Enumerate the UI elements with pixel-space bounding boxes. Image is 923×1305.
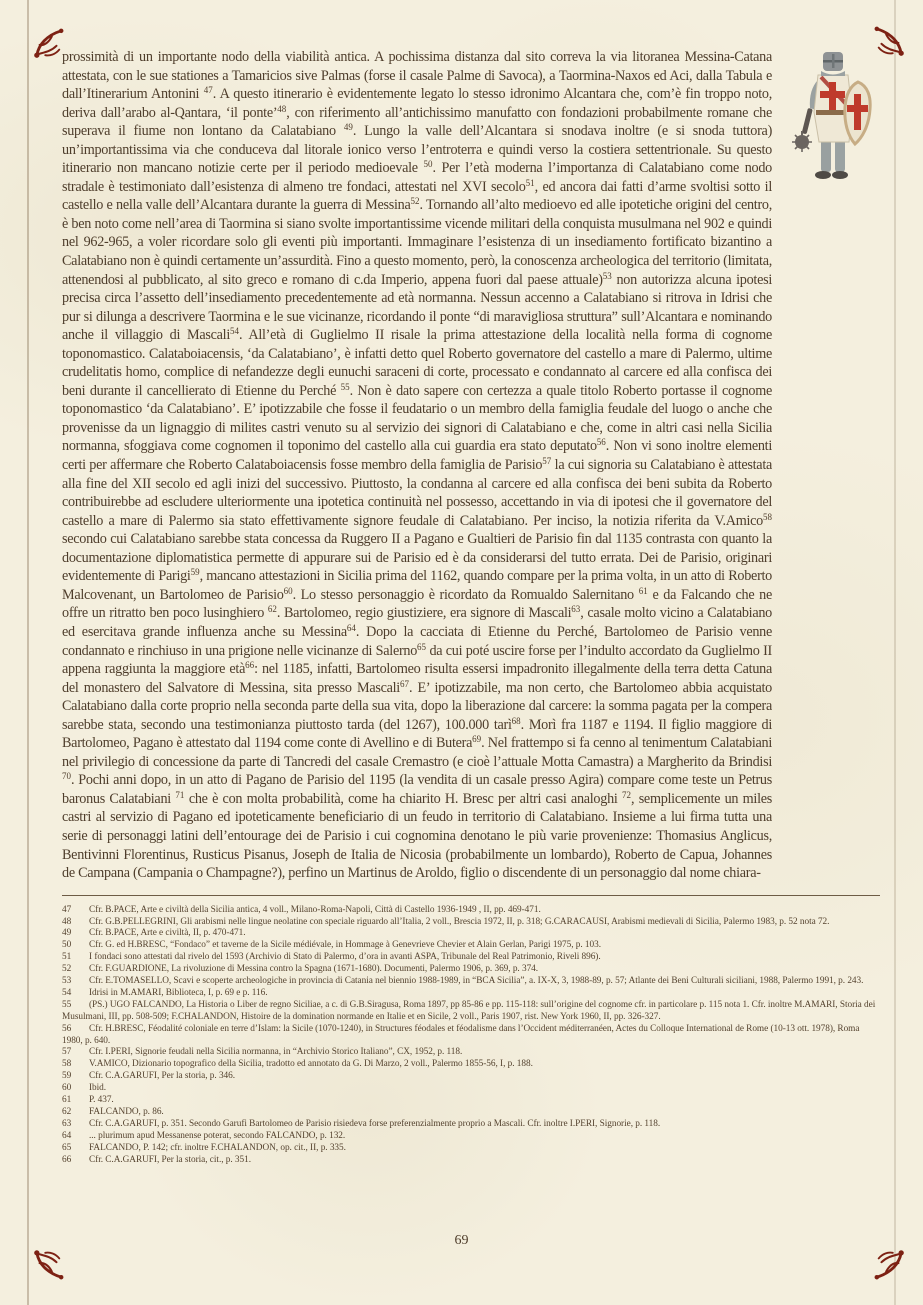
footnote-item: [62, 1119, 880, 1131]
footnote-text: Ibid.: [89, 1083, 107, 1094]
footnote-item: [62, 1059, 880, 1071]
footnote-reference: 53: [602, 270, 612, 281]
footnote-text: Cfr. H.BRESC, Féodalité coloniale en terre d’Islam: la Sicile (1070-1240), in Structures féodales et féodalisme dans l’Occident méditerranéen, Actes du Colloque International de Rome (10-13 ott. 1978), Roma 1980, p. 640.: [62, 1023, 860, 1046]
footnote-text: Cfr. C.A.GARUFI, p. 351. Secondo Garufi Bartolomeo de Parisio risiedeva forse preferenzialmente proprio a Mascali. Cfr. inoltre I.PERI, Signorie, p. 118.: [89, 1118, 661, 1129]
footnote-number: 55: [62, 999, 72, 1010]
footnote-reference: 67: [399, 678, 409, 689]
footnote-text: Cfr. B.PACE, Arte e civiltà della Sicilia antica, 4 voll., Milano-Roma-Napoli, Città di Castello 1936-1949 , II, pp. 469-471.: [89, 904, 541, 915]
footnote-reference: 71: [175, 789, 185, 800]
page-scan-edge-right: [894, 0, 896, 1305]
footnote-number: 57: [62, 1047, 72, 1058]
footnote-reference: 66: [245, 660, 255, 671]
footnote-item: [62, 976, 880, 988]
footnote-text: Cfr. B.PACE, Arte e civiltà, II, p. 470-471.: [89, 928, 246, 939]
footnote-item: [62, 940, 880, 952]
footnote-text: Cfr. G.B.PELLEGRINI, Gli arabismi nelle lingue neolatine con speciale riguardo all’Italia, 2 voll., Brescia 1972, II, p. 318; G.CARACAUSI, Arabismi medievali di Sicilia, Palermo 1983, p. 52 nota 72.: [89, 916, 830, 927]
footnote-text: FALCANDO, p. 86.: [89, 1107, 164, 1118]
footnote-text: (PS.) UGO FALCANDO, La Historia o Liber de regno Siciliae, a c. di G.B.Siragusa, Roma 1897, pp 85-86 e pp. 115-118: sull’origine del cognome cfr. in particolare p. 115 nota 1. Cfr. inoltre M.AMARI, Storia dei Musulmani, III, pp. 508-509; F.CHALANDON, Histoire de la domination normande en Italie et en Sicile, 2 voll., Paris 1907, rist. New York 1960, II, pp. 326-327.: [62, 999, 876, 1022]
footnote-text: FALCANDO, P. 142; cfr. inoltre F.CHALANDON, op. cit., II, p. 335.: [89, 1142, 346, 1153]
footnote-item: [62, 1024, 880, 1048]
footnote-text: ... plurimum apud Messanense poterat, secondo FALCANDO, p. 132.: [89, 1130, 346, 1141]
templar-knight-illustration: [788, 50, 880, 188]
footnote-reference: 54: [229, 326, 239, 337]
footnote-reference: 55: [340, 381, 350, 392]
footnote-reference: 57: [542, 456, 552, 467]
footnote-reference: 62: [267, 604, 277, 615]
body-text: prossimità di un importante nodo della viabilità antica. A pochissima distanza dal sito correva la via litoranea Messina-Catana attestata, con le sue stationes a Tamaricios sive Palmas (forse il casale Palme di Savoca), a Taormina-Naxos ed Aci, dalla Tabula e dall’Itinerarium Antonini $^{47}$. A questo itinerario è evidentemente legato lo stesso idronimo Alcantara che, com’è fin troppo noto, deriva dall’arabo al-Qantara, ‘il ponte’$^{48}$, con riferimento all’antichissimo manufatto con fondazioni probabilmente romane che superava il fiume non lontano da Calatabiano $^{49}$. Lungo la valle dell’Alcantara si snodava inoltre (e si snoda tuttora) un’importantissima via che conduceva dal litorale ionico verso l’entroterra e quindi verso la costiera settentrionale. Su questo itinerario non mancano notizie certe per il periodo medioevale $^{50}$. Per l’età moderna l’importanza di Calatabiano come nodo stradale è testimoniato dall’esistenza di almeno tre fondaci, attestati nel XVI secolo$^{51}$, ed ancora dai fatti d’arme svoltisi sotto il castello e nella valle dell’Alcantara durante la guerra di Messina$^{52}$. Tornando all’alto medioevo ed alle ipotetiche origini del centro, è ben noto come nell’area di Taormina si siano svolte importantissime vicende militari della conquista musulmana nel 902 e quindi nel 962-965, a voler ricordare solo gli eventi più importanti. Immaginare l’esistenza di un insediamento fortificato bizantino a Calatabiano non è quindi certamente un’assurdità. Fino a questo momento, però, la conoscenza archeologica del territorio (limitata, attenendosi al pubblicato, al sito greco e romano di c.da Imperio, appena fuori dal paese attuale)$^{53}$ non autorizza alcuna ipotesi precisa circa l’assetto dell’insediamento precedentemente ad età normanna. Nessun accenno a Calatabiano si ritrova in Idrisi che pur si dilunga a descrivere Taormina e le sue vicinanze, ricordando il ponte “di maravigliosa struttura” sull’Alcantara e nominando anche il villaggio di Mascali$^{54}$. All’età di Guglielmo II risale la prima attestazione della località nella forma di cognome toponomastico. Calataboiacensis, ‘da Calatabiano’, è infatti detto quel Roberto governatore del castello a mare di Palermo, ultime crudelitatis homo, complice di nefandezze degli eunuchi saraceni di corte, processato e condannato al carcere ed alla confisca dei beni durante il cancellierato di Etienne du Perché $^{55}$. Non è dato sapere con certezza a quale titolo Roberto portasse il cognome toponomastico ‘da Calatabiano’. E’ ipotizzabile che fosse il feudatario o un membro della famiglia feudale del luogo o anche che provenisse da un lignaggio di milites castri venuto su al servizio dei signori di Calatabiano e che, come in altri casi nella Sicilia normanna, sfoggiava come cognomen il toponimo del castello alla cui guardia era stato deputato$^{56}$. Non vi sono inoltre elementi certi per affermare che Roberto Calataboiacensis fosse membro della famiglia de Parisio$^{57}$ la cui signoria su Calatabiano è attestata alla fine del XII secolo ed agli inizi del successivo. Piuttosto, la condanna al carcere ed alla confisca dei beni subita da Roberto contribuirebbe ad escludere ulteriormente una ipotetica continuità nel possesso, accettando in via di ipotesi che il governatore del castello a mare di Palermo sia stato effettivamente signore feudale di Calatabiano. Per inciso, la notizia riferita da V.Amico$^{58}$ secondo cui Calatabiano sarebbe stata concessa da Ruggero II a Pagano e Gualtieri de Parisio fin dal 1135 contrasta con quanto la documentazione diplomatistica permette di appurare sui de Parisio ed è da considerarsi del tutto errata. Dei de Parisio, originari evidentemente di Parigi$^{59}$, mancano attestazioni in Sicilia prima del 1162, quando compare per la prima volta, in un atto di Roberto Malcovenant, un Bartolomeo de Parisio$^{60}$. Lo stesso personaggio è ricordato da Romualdo Salernitano $^{61}$ e da Falcando che ne offre un ritratto ben poco lusinghiero $^{62}$. Bartolomeo, regio giustiziere, era signore di Mascali$^{63}$, casale molto vicino a Calatabiano ed esercitava grande influenza anche su Messina$^{64}$. Dopo la cacciata di Etienne du Perché, Bartolomeo de Parisio venne condannato e rinchiuso in una prigione nelle vicinanze di Salerno$^{65}$ da cui poté uscire forse per l’indulto accordato da Guglielmo II appena raggiunta la maggiore età$^{66}$: nel 1185, infatti, Bartolomeo risulta essersi impadronito illegalmente della terra detta Catuna del monastero del Salvatore di Messina, sita presso Mascali$^{67}$. E’ ipotizzabile, ma non certo, che Bartolomeo abbia acquistato Calatabiano dalla corte proprio nella seconda parte della sua vita, dopo la liberazione dal carcere: la somma pagata per la compera sarebbe stata, secondo una testimonianza piuttosto tarda (del 1267), 100.000 tarì$^{68}$. Morì fra 1187 e 1194. Il figlio maggiore di Bartolomeo, Pagano è attestato dal 1194 come conte di Avellino e di Butera$^{69}$. Nel frattempo si fa cenno al tenimentum Calatabiani nel privilegio di concessione da parte di Tancredi del casale Cremastro (e cioè l’attuale Motta Camastra) a Margherito da Brindisi $^{70}$. Pochi anni dopo, in un atto di Pagano de Parisio del 1195 (la vendita di un casale presso Agira) compare come teste un Petrus baronus Calatabiani $^{71}$ che è con molta probabilità, come ha chiarito H. Bresc per altri casi analoghi $^{72}$, semplicemente un miles castri al servizio di Pagano ed ipoteticamente beneficiario di un feudo in territorio di Calatabiano. Insieme a lui firma tutta una serie di personaggi latini dell’entourage dei de Parisio i cui cognomina denotano le più varie provenienze: Thomasius Anglicus, Bentivinni Florentinus, Rusticus Pisanus, Joseph de Italia de Nicosia (probabilmente un lombardo), Roberto de Capua, Johannes de Campana (Campania o Champagne?), perfino un Martinus de Aroldo, figlio o discendente di un personaggio dal nome chiara-: [62, 49, 772, 882]
footnote-reference: 65: [417, 641, 427, 652]
footnote-reference: 48: [277, 103, 287, 114]
footnote-reference: 47: [203, 85, 213, 96]
footnote-text: Idrisi in M.AMARI, Biblioteca, I, p. 69 e p. 116.: [89, 987, 268, 998]
footnote-item: [62, 1107, 880, 1119]
footnote-number: 66: [62, 1154, 72, 1165]
footnote-number: 63: [62, 1118, 72, 1129]
page-number: 69: [454, 1233, 469, 1248]
footnote-number: 49: [62, 928, 72, 939]
footnote-text: Cfr. E.TOMASELLO, Scavi e scoperte archeologiche in provincia di Catania nel biennio 1988-1989, in “BCA Sicilia”, a. IX-X, 3, 1988-89, p. 57; Atlante dei Beni Culturali siciliani, 1988, Palermo 1991, p. 243.: [89, 976, 864, 987]
footnote-separator: [62, 895, 880, 896]
footnote-text: Cfr. C.A.GARUFI, Per la storia, p. 346.: [89, 1071, 236, 1082]
footnote-reference: 52: [410, 196, 420, 207]
footnote-item: [62, 1047, 880, 1059]
footnotes-section: [62, 905, 880, 1167]
footnote-reference: 69: [472, 734, 482, 745]
footnote-number: 64: [62, 1130, 72, 1141]
footnote-item: [62, 1143, 880, 1155]
footnote-reference: 72: [621, 789, 631, 800]
footnote-text: Cfr. F.GUARDIONE, La rivoluzione di Messina contro la Spagna (1671-1680). Documenti, Palermo 1906, p. 369, p. 374.: [89, 964, 539, 975]
footnote-text: Cfr. I.PERI, Signorie feudali nella Sicilia normanna, in “Archivio Storico Italiano”, CX, 1952, p. 118.: [89, 1047, 463, 1058]
footnote-number: 51: [62, 952, 72, 963]
footnote-item: [62, 905, 880, 917]
footnote-item: [62, 988, 880, 1000]
page-content: [62, 48, 880, 1167]
floral-corner-ornament-icon: [34, 1250, 64, 1280]
footnote-item: [62, 964, 880, 976]
floral-corner-ornament-icon: [874, 1250, 904, 1280]
footnote-item: [62, 1000, 880, 1024]
footnote-number: 59: [62, 1071, 72, 1082]
footnote-item: [62, 928, 880, 940]
footnote-number: 65: [62, 1142, 72, 1153]
footnote-item: [62, 1095, 880, 1107]
footnote-reference: 51: [525, 177, 535, 188]
floral-corner-ornament-icon: [34, 28, 64, 58]
footnote-item: [62, 1083, 880, 1095]
footnote-item: [62, 1131, 880, 1143]
footnote-item: [62, 1071, 880, 1083]
footnote-number: 47: [62, 904, 72, 915]
footnote-text: Cfr. G. ed H.BRESC, “Fondaco” et taverne de la Sicile médiévale, in Hommage à Genevrieve Chevier et Alain Gerlan, Parigi 1975, p. 103.: [89, 940, 601, 951]
footnote-item: [62, 1155, 880, 1167]
footnote-number: 52: [62, 964, 72, 975]
footnote-reference: 58: [763, 511, 772, 522]
footnote-reference: 70: [62, 771, 71, 782]
footnote-text: I fondaci sono attestati dal rivelo del 1593 (Archivio di Stato di Palermo, d’ora in avanti ASPA, Tribunale del Real Patrimonio, Riveli 896).: [89, 952, 601, 963]
footnote-reference: 56: [596, 437, 606, 448]
footnote-reference: 59: [190, 567, 200, 578]
footnote-reference: 64: [346, 622, 356, 633]
footnote-item: [62, 917, 880, 929]
footnote-reference: 63: [571, 604, 581, 615]
footnote-text: V.AMICO, Dizionario topografico della Sicilia, tradotto ed annotato da G. Di Marzo, 2 voll., Palermo 1855-56, I, p. 188.: [89, 1059, 533, 1070]
page-scan-edge-left: [27, 0, 29, 1305]
footnote-number: 56: [62, 1023, 72, 1034]
footnote-number: 62: [62, 1107, 72, 1118]
footnote-number: 48: [62, 916, 72, 927]
footnote-number: 53: [62, 976, 72, 987]
footnote-reference: 49: [343, 122, 353, 133]
footnote-item: [62, 952, 880, 964]
footnote-text: Cfr. C.A.GARUFI, Per la storia, cit., p. 351.: [89, 1154, 251, 1165]
footnote-number: 50: [62, 940, 72, 951]
footnote-reference: 50: [423, 159, 433, 170]
footnote-number: 54: [62, 987, 72, 998]
footnote-reference: 60: [283, 585, 293, 596]
footnote-number: 60: [62, 1083, 72, 1094]
footnote-reference: 68: [511, 715, 521, 726]
footnote-number: 58: [62, 1059, 72, 1070]
footnote-text: P. 437.: [89, 1095, 114, 1106]
footnote-number: 61: [62, 1095, 72, 1106]
footnote-reference: 61: [638, 585, 648, 596]
